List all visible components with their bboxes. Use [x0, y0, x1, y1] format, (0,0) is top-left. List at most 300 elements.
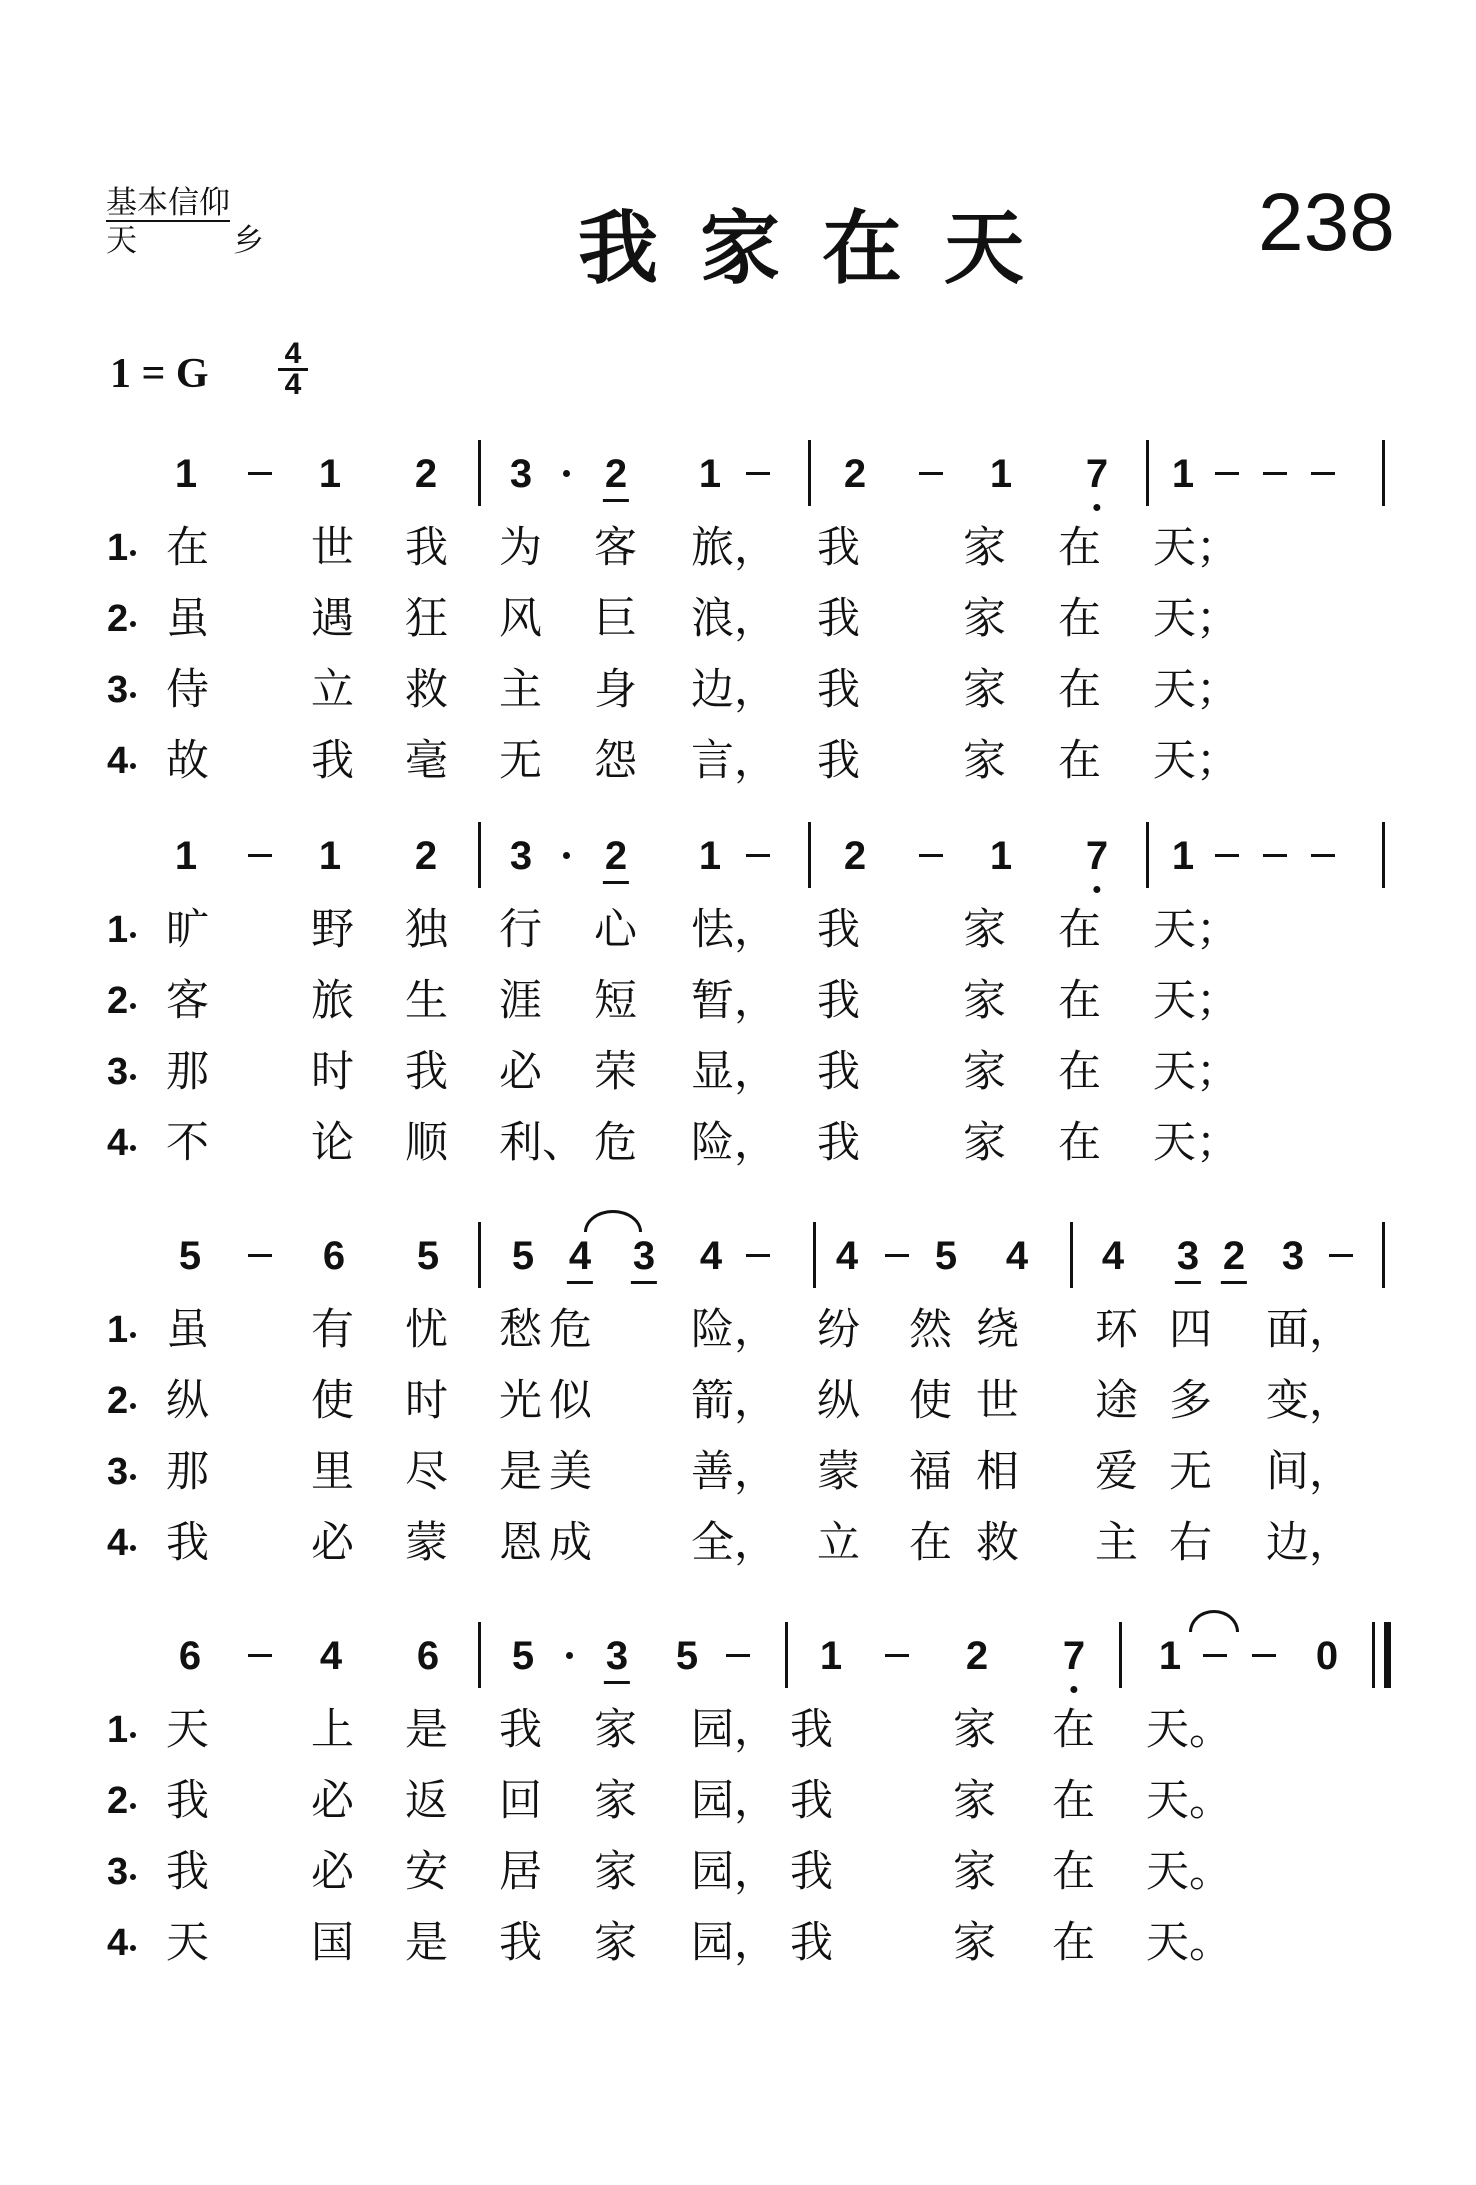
lyric-char: 天。 [1146, 1847, 1232, 1897]
note [415, 450, 437, 498]
note-digit: 4 [1005, 1234, 1029, 1278]
lyric-char: 天 [166, 1705, 209, 1755]
lyric-char: 立 [817, 1518, 860, 1568]
lyric-char: 居 [499, 1847, 542, 1897]
lyric-line [0, 977, 1476, 1025]
underline-eighth [1175, 1281, 1201, 1284]
note [1172, 832, 1194, 880]
note [569, 1232, 591, 1280]
verse-number: 1 [107, 527, 129, 569]
lyric-char: 箭， [691, 1376, 777, 1426]
final-barline-thin [1372, 1622, 1375, 1688]
augmentation-dot [563, 852, 570, 859]
note [1102, 1232, 1124, 1280]
note-digit: 7 [1085, 834, 1109, 878]
note [175, 832, 197, 880]
lyric-char: 论 [311, 1118, 354, 1168]
verse-number: 3 [107, 1851, 129, 1893]
lyric-char: 尽 [405, 1447, 448, 1497]
lyric-char: 我 [790, 1847, 833, 1897]
lyric-char: 客 [594, 523, 637, 573]
lyric-line [0, 1848, 1476, 1896]
note [415, 832, 437, 880]
verse-number: 1 [107, 1709, 129, 1751]
lyric-char: 风 [499, 594, 542, 644]
lyric-char: 家 [963, 1118, 1006, 1168]
note-digit: 5 [416, 1234, 440, 1278]
lyric-line [0, 737, 1476, 785]
lyric-char: 必 [311, 1518, 354, 1568]
lyric-char: 险， [691, 1118, 777, 1168]
lyric-char: 是 [405, 1918, 448, 1968]
note [319, 832, 341, 880]
lyric-char: 家 [963, 665, 1006, 715]
lyric-char: 巨 [594, 594, 637, 644]
lyric-char: 天； [1153, 1118, 1239, 1168]
lyric-line [0, 1777, 1476, 1825]
augmentation-dot [563, 470, 570, 477]
note [699, 832, 721, 880]
lyric-char: 变， [1266, 1376, 1352, 1426]
lyric-char: 在 [1052, 1705, 1095, 1755]
hymn-title: 我家在天 [578, 202, 1066, 295]
slur [584, 1210, 642, 1232]
note-digit: 4 [699, 1234, 723, 1278]
barline [1070, 1222, 1073, 1288]
lyric-char: 在 [166, 523, 209, 573]
note-digit: 3 [509, 452, 533, 496]
final-barline-thick [1384, 1622, 1391, 1688]
barline [478, 440, 481, 506]
lyric-line [0, 1919, 1476, 1967]
lyric-line [0, 1119, 1476, 1167]
lyric-char: 天 [166, 1918, 209, 1968]
lyric-char: 我 [499, 1918, 542, 1968]
note-digit: 1 [318, 834, 342, 878]
extension-dash [919, 854, 943, 857]
key-signature: 1 = G [110, 351, 209, 397]
category-secondary [106, 224, 264, 260]
lyric-char: 是 [499, 1447, 542, 1497]
lyric-char: 怯， [691, 905, 777, 955]
barline [1382, 440, 1385, 506]
verse-number: 1 [107, 1309, 129, 1351]
lyric-char: 顺 [405, 1118, 448, 1168]
lyric-char: 家 [963, 976, 1006, 1026]
lyric-char: 我 [817, 1118, 860, 1168]
lyric-char: 在 [1058, 976, 1101, 1026]
lyric-char: 是 [405, 1705, 448, 1755]
lyric-char: 在 [1052, 1918, 1095, 1968]
time-signature [278, 337, 308, 401]
extension-dash [1203, 1654, 1227, 1657]
note [836, 1232, 858, 1280]
note [512, 1232, 534, 1280]
lyric-char: 暂， [691, 976, 777, 1026]
extension-dash [726, 1654, 750, 1657]
lyric-char: 园， [691, 1847, 777, 1897]
note-digit: 7 [1085, 452, 1109, 496]
note-digit: 3 [509, 834, 533, 878]
note-digit: 4 [835, 1234, 859, 1278]
lyric-char: 时 [405, 1376, 448, 1426]
note [1159, 1632, 1181, 1680]
note [1177, 1232, 1199, 1280]
verse-number: 2 [107, 598, 129, 640]
category-sub-2: 乡 [233, 223, 264, 259]
extension-dash [919, 472, 943, 475]
lyric-line [0, 1448, 1476, 1496]
note-digit: 2 [843, 834, 867, 878]
note-digit: 7 [1062, 1634, 1086, 1678]
lyric-char: 天； [1153, 523, 1239, 573]
lyric-char: 危 [594, 1118, 637, 1168]
lyric-char: 浪， [691, 594, 777, 644]
underline-eighth [603, 881, 629, 884]
time-sig-bottom: 4 [284, 368, 302, 401]
lyric-char: 四 [1169, 1305, 1212, 1355]
extension-dash [1252, 1654, 1276, 1657]
note [175, 450, 197, 498]
note [1063, 1632, 1085, 1680]
lyric-char: 家 [963, 905, 1006, 955]
lyric-char: 然 [909, 1305, 952, 1355]
lyric-char: 我 [817, 665, 860, 715]
lyric-char: 多 [1169, 1376, 1212, 1426]
lyric-char: 险， [691, 1305, 777, 1355]
note [417, 1632, 439, 1680]
note-digit: 1 [174, 452, 198, 496]
verse-number: 3 [107, 1451, 129, 1493]
category-primary: 基本信仰 [106, 185, 230, 221]
underline-eighth [631, 1281, 657, 1284]
lyric-char: 在 [1058, 1118, 1101, 1168]
lyric-char: 在 [1052, 1776, 1095, 1826]
lyric-char: 旅 [311, 976, 354, 1026]
lyric-char: 纵 [166, 1376, 209, 1426]
note [700, 1232, 722, 1280]
extension-dash [248, 1254, 272, 1257]
barline [1382, 822, 1385, 888]
lyric-char: 纷 [817, 1305, 860, 1355]
lyric-char: 我 [817, 905, 860, 955]
lyric-char: 国 [311, 1918, 354, 1968]
lyric-char: 天； [1153, 594, 1239, 644]
lyric-char: 我 [817, 1047, 860, 1097]
lyric-char: 里 [311, 1447, 354, 1497]
extension-dash [1215, 854, 1239, 857]
lyric-char: 在 [1052, 1847, 1095, 1897]
note [179, 1232, 201, 1280]
note [323, 1232, 345, 1280]
verse-number: 2 [107, 1380, 129, 1422]
lyric-char: 家 [594, 1918, 637, 1968]
lyric-char: 不 [166, 1118, 209, 1168]
lyric-char: 荣 [594, 1047, 637, 1097]
slur [1189, 1610, 1239, 1632]
extension-dash [1311, 854, 1335, 857]
lyric-char: 似 [549, 1376, 592, 1426]
lyric-char: 必 [311, 1847, 354, 1897]
augmentation-dot [566, 1652, 573, 1659]
lyric-char: 在 [1058, 594, 1101, 644]
lyric-char: 天。 [1146, 1776, 1232, 1826]
lyric-char: 我 [790, 1776, 833, 1826]
note [179, 1632, 201, 1680]
lyric-char: 虽 [166, 1305, 209, 1355]
barline [478, 1622, 481, 1688]
lyric-char: 恩 [499, 1518, 542, 1568]
lyric-char: 世 [976, 1376, 1019, 1426]
lyric-char: 蒙 [817, 1447, 860, 1497]
note [935, 1232, 957, 1280]
lyric-char: 在 [1058, 1047, 1101, 1097]
note [820, 1632, 842, 1680]
lyric-char: 天； [1153, 905, 1239, 955]
lyric-char: 短 [594, 976, 637, 1026]
note [510, 832, 532, 880]
lyric-char: 边， [691, 665, 777, 715]
lyric-char: 家 [963, 736, 1006, 786]
note [1006, 1232, 1028, 1280]
lyric-char: 我 [311, 736, 354, 786]
note [1223, 1232, 1245, 1280]
time-sig-top: 4 [278, 340, 308, 371]
extension-dash [746, 1254, 770, 1257]
lyric-char: 成 [549, 1518, 592, 1568]
lyric-line [0, 666, 1476, 714]
lyric-char: 家 [594, 1776, 637, 1826]
lyric-char: 在 [1058, 523, 1101, 573]
lyric-char: 救 [976, 1518, 1019, 1568]
lyric-char: 显， [691, 1047, 777, 1097]
lyric-char: 我 [405, 523, 448, 573]
lyric-char: 面， [1266, 1305, 1352, 1355]
hymn-number: 238 [1258, 177, 1395, 268]
lyric-char: 立 [311, 665, 354, 715]
lyric-char: 家 [953, 1776, 996, 1826]
verse-number: 3 [107, 669, 129, 711]
note [676, 1632, 698, 1680]
lyric-char: 家 [953, 1847, 996, 1897]
lyric-char: 旷 [166, 905, 209, 955]
lyric-char: 爱 [1095, 1447, 1138, 1497]
lyric-char: 独 [405, 905, 448, 955]
note-digit: 6 [322, 1234, 346, 1278]
verse-number: 3 [107, 1051, 129, 1093]
lyric-char: 在 [1058, 905, 1101, 955]
note-digit: 5 [934, 1234, 958, 1278]
lyric-char: 上 [311, 1705, 354, 1755]
lyric-char: 右 [1169, 1518, 1212, 1568]
verse-number: 2 [107, 980, 129, 1022]
note-digit: 1 [989, 834, 1013, 878]
extension-dash [746, 854, 770, 857]
lyric-char: 天； [1153, 736, 1239, 786]
note-digit: 2 [1222, 1234, 1246, 1278]
lyric-char: 旅， [691, 523, 777, 573]
lyric-char: 在 [909, 1518, 952, 1568]
lyric-char: 遇 [311, 594, 354, 644]
lyric-char: 天； [1153, 1047, 1239, 1097]
note-digit: 1 [1171, 834, 1195, 878]
note-digit: 2 [843, 452, 867, 496]
underline-eighth [1221, 1281, 1247, 1284]
octave-dot-low [1094, 504, 1101, 511]
note [1172, 450, 1194, 498]
lyric-char: 我 [817, 976, 860, 1026]
note [606, 1632, 628, 1680]
lyric-char: 家 [594, 1847, 637, 1897]
note-digit: 1 [318, 452, 342, 496]
lyric-char: 生 [405, 976, 448, 1026]
lyric-char: 我 [817, 523, 860, 573]
lyric-char: 天。 [1146, 1918, 1232, 1968]
extension-dash [248, 472, 272, 475]
barline [808, 822, 811, 888]
lyric-char: 途 [1095, 1376, 1138, 1426]
verse-number: 2 [107, 1780, 129, 1822]
barline [813, 1222, 816, 1288]
lyric-line [0, 524, 1476, 572]
note [512, 1632, 534, 1680]
lyric-line [0, 1306, 1476, 1354]
note [319, 450, 341, 498]
note-digit: 1 [1158, 1634, 1182, 1678]
lyric-char: 我 [817, 736, 860, 786]
lyric-char: 身 [594, 665, 637, 715]
note-digit: 5 [675, 1634, 699, 1678]
lyric-char: 我 [166, 1847, 209, 1897]
lyric-char: 家 [953, 1705, 996, 1755]
lyric-char: 愁 [499, 1305, 542, 1355]
note-digit: 2 [414, 834, 438, 878]
extension-dash [1263, 472, 1287, 475]
lyric-char: 无 [1169, 1447, 1212, 1497]
note [699, 450, 721, 498]
verse-number: 1 [107, 909, 129, 951]
lyric-char: 家 [963, 594, 1006, 644]
lyric-char: 忧 [405, 1305, 448, 1355]
lyric-char: 绕 [976, 1305, 1019, 1355]
note [605, 450, 627, 498]
note [844, 450, 866, 498]
lyric-char: 相 [976, 1447, 1019, 1497]
lyric-char: 无 [499, 736, 542, 786]
barline [1119, 1622, 1122, 1688]
barline [785, 1622, 788, 1688]
lyric-char: 全， [691, 1518, 777, 1568]
lyric-char: 使 [311, 1376, 354, 1426]
lyric-char: 园， [691, 1776, 777, 1826]
note [633, 1232, 655, 1280]
lyric-char: 美 [549, 1447, 592, 1497]
lyric-char: 环 [1095, 1305, 1138, 1355]
verse-number: 4 [107, 1122, 129, 1164]
lyric-char: 我 [166, 1776, 209, 1826]
note [1282, 1232, 1304, 1280]
note-digit: 5 [178, 1234, 202, 1278]
note-digit: 3 [605, 1634, 629, 1678]
lyric-char: 故 [166, 736, 209, 786]
note-digit: 3 [632, 1234, 656, 1278]
note-digit: 2 [965, 1634, 989, 1678]
note-digit: 1 [989, 452, 1013, 496]
lyric-line [0, 906, 1476, 954]
lyric-char: 必 [311, 1776, 354, 1826]
lyric-char: 那 [166, 1047, 209, 1097]
note [844, 832, 866, 880]
note-digit: 5 [511, 1234, 535, 1278]
note [1086, 450, 1108, 498]
category-sub-1: 天 [106, 223, 137, 259]
barline [808, 440, 811, 506]
lyric-char: 心 [594, 905, 637, 955]
underline-eighth [604, 1681, 630, 1684]
note-digit: 6 [178, 1634, 202, 1678]
extension-dash [248, 854, 272, 857]
note-digit: 2 [604, 452, 628, 496]
verse-number: 4 [107, 1522, 129, 1564]
lyric-char: 家 [594, 1705, 637, 1755]
lyric-char: 世 [311, 523, 354, 573]
lyric-char: 园， [691, 1705, 777, 1755]
lyric-char: 主 [1095, 1518, 1138, 1568]
note-digit: 3 [1176, 1234, 1200, 1278]
lyric-char: 边， [1266, 1518, 1352, 1568]
note-digit: 5 [511, 1634, 535, 1678]
lyric-char: 我 [790, 1918, 833, 1968]
lyric-char: 毫 [405, 736, 448, 786]
barline [1146, 822, 1149, 888]
lyric-char: 为 [499, 523, 542, 573]
verse-number: 4 [107, 1922, 129, 1964]
lyric-char: 怨 [594, 736, 637, 786]
lyric-char: 天； [1153, 665, 1239, 715]
note [1316, 1632, 1338, 1680]
extension-dash [1263, 854, 1287, 857]
octave-dot-low [1071, 1686, 1078, 1693]
lyric-line [0, 595, 1476, 643]
note [605, 832, 627, 880]
note-digit: 4 [1101, 1234, 1125, 1278]
lyric-line [0, 1706, 1476, 1754]
lyric-char: 行 [499, 905, 542, 955]
barline [1382, 1222, 1385, 1288]
extension-dash [248, 1654, 272, 1657]
note-digit: 6 [416, 1634, 440, 1678]
lyric-char: 利、 [499, 1118, 585, 1168]
lyric-char: 家 [953, 1918, 996, 1968]
lyric-char: 回 [499, 1776, 542, 1826]
note [1086, 832, 1108, 880]
extension-dash [746, 472, 770, 475]
lyric-char: 返 [405, 1776, 448, 1826]
verse-number: 4 [107, 740, 129, 782]
note-digit: 2 [604, 834, 628, 878]
lyric-char: 天。 [1146, 1705, 1232, 1755]
extension-dash [1311, 472, 1335, 475]
lyric-char: 天； [1153, 976, 1239, 1026]
lyric-char: 福 [909, 1447, 952, 1497]
note [966, 1632, 988, 1680]
note [990, 450, 1012, 498]
lyric-line [0, 1377, 1476, 1425]
lyric-line [0, 1048, 1476, 1096]
note [320, 1632, 342, 1680]
lyric-char: 园， [691, 1918, 777, 1968]
lyric-char: 时 [311, 1047, 354, 1097]
